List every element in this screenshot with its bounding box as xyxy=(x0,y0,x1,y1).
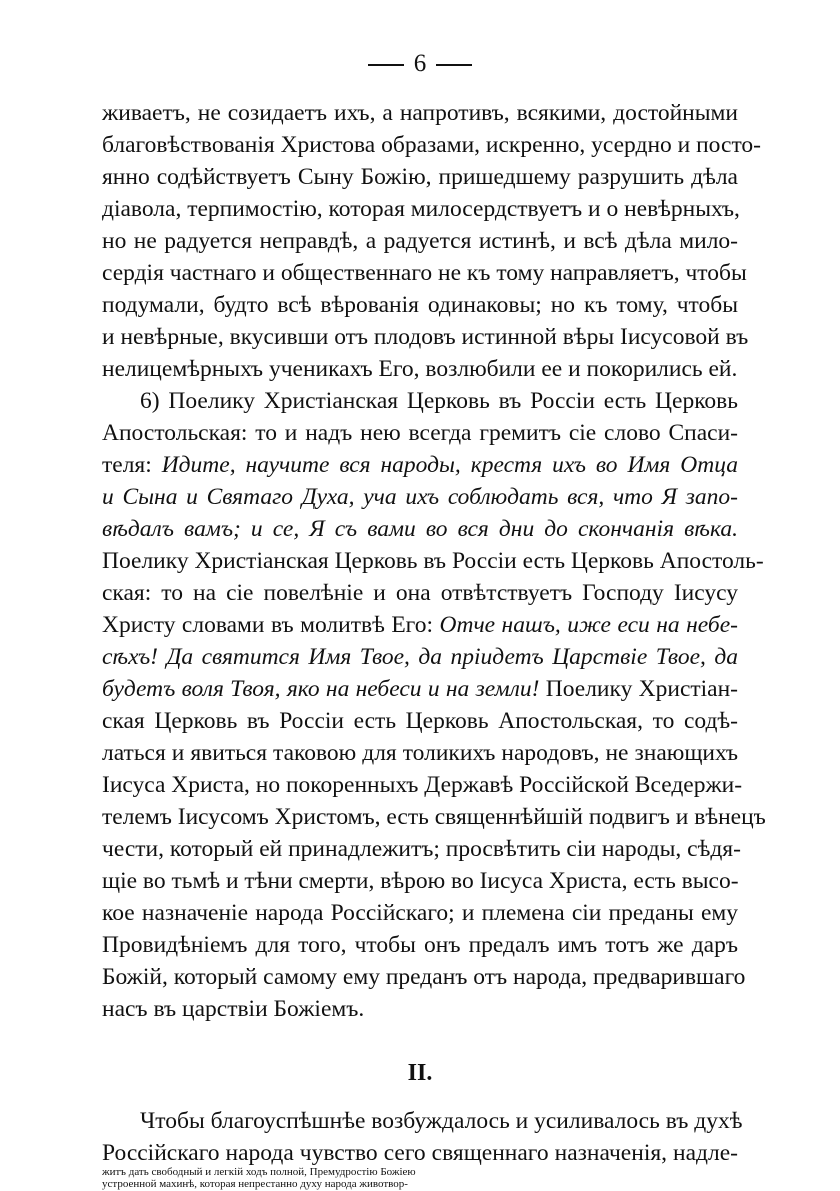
text-line: Божій, который самому ему преданъ отъ народа, предварившаго xyxy=(102,964,746,990)
text-line: Провидѣніемъ для того, чтобы онъ предалъ имъ тотъ же даръ xyxy=(102,932,738,958)
text-line xyxy=(102,482,738,512)
text-line: сердія частнаго и общественнаго не къ тому направляетъ, чтобы xyxy=(102,260,747,286)
text-line: Россійскаго народа чувство сего священнаго назначенія, надле- xyxy=(102,1140,738,1166)
text-line: житъ дать свободный и легкій ходъ полной, Премудростію Божіею xyxy=(102,1166,416,1178)
text-span: теля: xyxy=(102,452,152,478)
page-number: 6 xyxy=(413,50,427,77)
text-line xyxy=(102,674,738,704)
page-number-header xyxy=(0,50,840,78)
text-line: ская: то на сіе повелѣніе и она отвѣтствуетъ Господу Іисусу xyxy=(102,580,738,606)
text-span: Христу словами въ молитвѣ Его: xyxy=(102,612,434,638)
text-line xyxy=(102,610,738,640)
text-line: діавола, терпимостію, которая милосердствуетъ и о невѣрныхъ, xyxy=(102,196,740,222)
text-line: чести, который ей принадлежитъ; просвѣтить сіи народы, сѣдя- xyxy=(102,836,741,862)
text-line: насъ въ царствіи Божіемъ. xyxy=(102,996,365,1022)
text-line xyxy=(102,514,738,544)
text-line: янно содѣйствуетъ Сыну Божію, пришедшему разрушить дѣла xyxy=(102,164,738,190)
text-line: ская Церковь въ Россіи есть Церковь Апостольская, то содѣ- xyxy=(102,708,738,734)
text-line: кое назначеніе народа Россійскаго; и племена сіи преданы ему xyxy=(102,900,738,926)
text-line: Чтобы благоуспѣшнѣе возбуждалось и усиливалось въ духѣ xyxy=(140,1108,743,1134)
section-heading: II. xyxy=(407,1060,433,1086)
left-dash xyxy=(368,64,404,66)
text-line: но не радуется неправдѣ, а радуется истинѣ, и всѣ дѣла мило- xyxy=(102,228,738,254)
text-line: Поелику Христіанская Церковь въ Россіи есть Церковь Апостоль- xyxy=(102,548,764,574)
italic-quote: и Сына и Святаго Духа, уча ихъ соблюдать вся, что Я запо- xyxy=(102,484,738,510)
text-span: Поелику Христіан- xyxy=(545,676,739,702)
text-line: подумали, будто всѣ вѣрованія одинаковы; но къ тому, чтобы xyxy=(102,292,738,318)
right-dash xyxy=(436,64,472,66)
italic-quote: Отче нашъ, иже еси на небе- xyxy=(439,612,738,638)
text-line: устроенной махинѣ, которая непрестанно духу народа животвор- xyxy=(102,1178,408,1190)
text-line: и невѣрные, вкусивши отъ плодовъ истинной вѣры Іисусовой въ xyxy=(102,324,749,350)
text-line xyxy=(102,642,738,672)
italic-quote: Идите, научите вся народы, крестя ихъ во Имя Отца xyxy=(161,452,739,478)
italic-quote: сѣхъ! Да святится Имя Твое, да пріидетъ Царствіе Твое, да xyxy=(102,644,738,670)
text-line: телемъ Іисусомъ Христомъ, есть священнѣйшій подвигъ и вѣнецъ xyxy=(102,804,766,830)
text-line xyxy=(102,450,738,480)
text-line xyxy=(102,1166,738,1190)
text-line: живаетъ, не созидаетъ ихъ, а напротивъ, всякими, достойными xyxy=(102,100,738,126)
text-line: 6) Поелику Христіанская Церковь въ Россіи есть Церковь xyxy=(140,388,738,414)
text-line: нелицемѣрныхъ ученикахъ Его, возлюбили ее и покорились ей. xyxy=(102,356,738,382)
text-line: щіе во тьмѣ и тѣни смерти, вѣрою во Іисуса Христа, есть высо- xyxy=(102,868,739,894)
text-line: латься и явиться таковою для толикихъ народовъ, не знающихъ xyxy=(102,740,738,766)
italic-quote: будетъ воля Твоя, яко на небеси и на земли! xyxy=(102,676,540,702)
text-line: Апостольская: то и надъ нею всегда гремитъ сіе слово Спаси- xyxy=(102,420,738,446)
text-line: Іисуса Христа, но покоренныхъ Державѣ Россійской Вседержи- xyxy=(102,772,743,798)
italic-quote: вѣдалъ вамъ; и се, Я съ вами во вся дни до скончанія вѣка. xyxy=(102,516,738,542)
text-line: благовѣствованія Христова образами, искренно, усердно и посто- xyxy=(102,132,761,158)
